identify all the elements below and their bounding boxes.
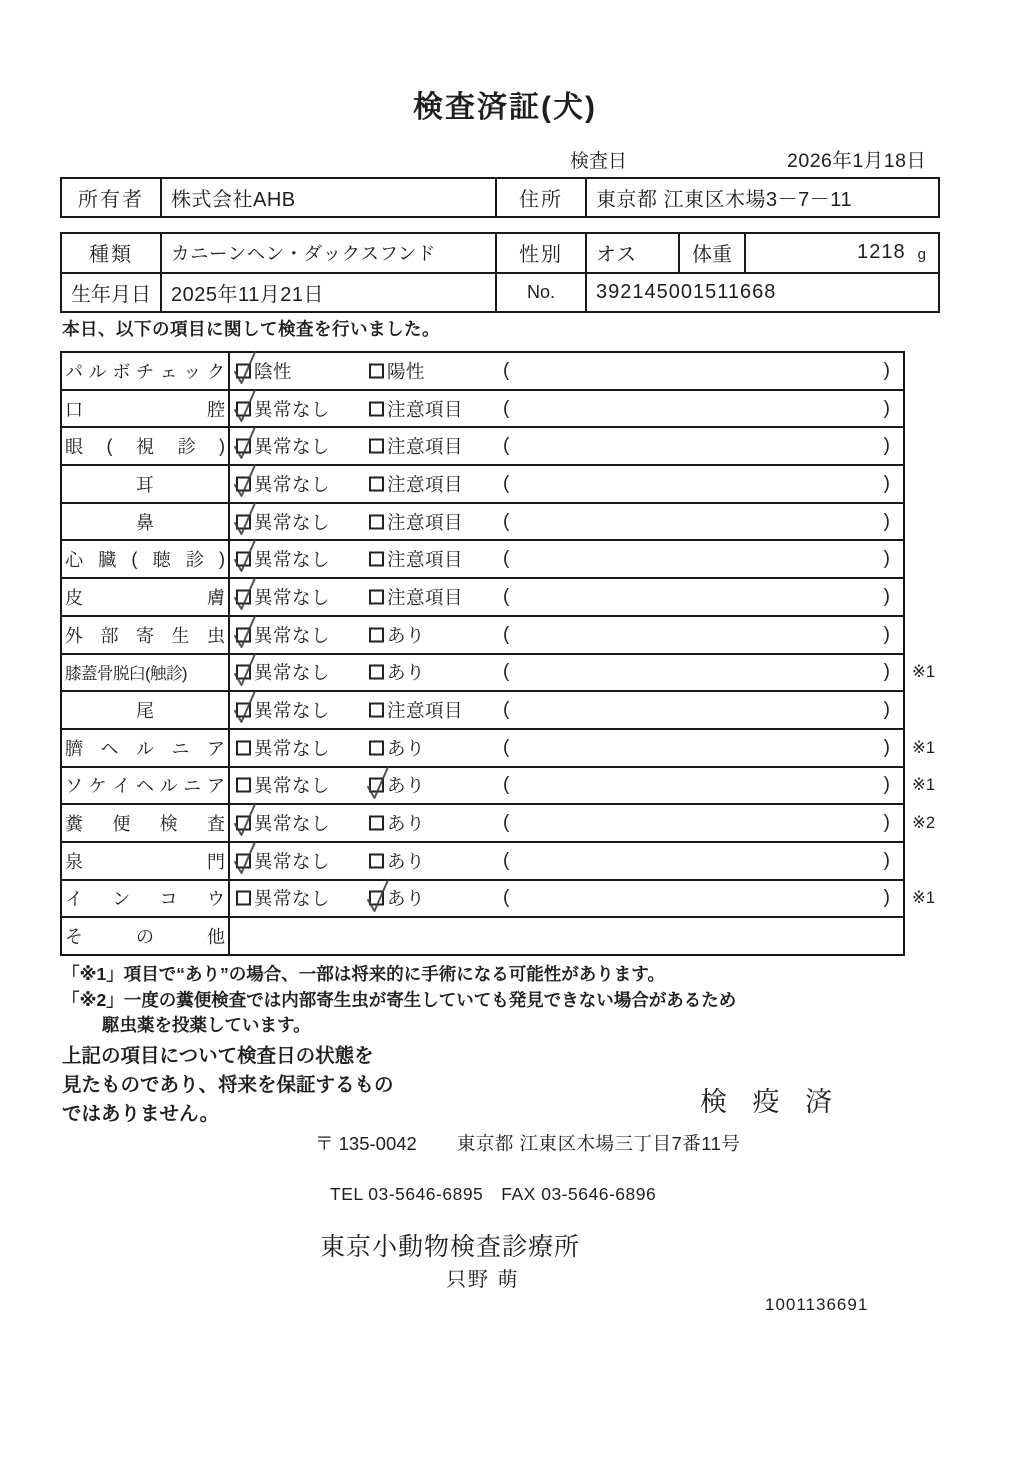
- handwritten-checkmark-icon: [232, 345, 259, 387]
- row-label: そ の 他: [62, 918, 230, 954]
- checkbox-unchecked: [369, 552, 384, 567]
- row-content: [230, 428, 903, 464]
- open-paren: (: [503, 699, 510, 721]
- weight-value-cell: [746, 234, 938, 272]
- row-content: [230, 466, 903, 502]
- row-content: [230, 843, 903, 879]
- table-row: [62, 918, 903, 954]
- row-label: 糞 便 検 査: [62, 805, 230, 841]
- option-label: 異常なし: [254, 775, 331, 797]
- close-paren: ): [883, 623, 890, 645]
- owner-table: [60, 177, 940, 218]
- handwritten-checkmark-icon: [232, 684, 259, 726]
- row-label: 心 臓 ( 聴 診 ): [62, 541, 230, 577]
- option-label: あり: [387, 662, 426, 684]
- row-label: 尾: [62, 692, 230, 728]
- checkbox-unchecked: [369, 665, 384, 680]
- option-label: 異常なし: [254, 737, 331, 759]
- close-paren: ): [883, 585, 890, 607]
- checkbox-unchecked: [236, 778, 251, 793]
- row-label: 膝蓋骨脱臼(触診): [62, 655, 230, 691]
- option-label: 陰性: [254, 360, 293, 382]
- row-content: [230, 504, 903, 540]
- option-label: あり: [387, 624, 426, 646]
- birthdate-label: 生年月日: [62, 274, 162, 312]
- option-label: あり: [387, 813, 426, 835]
- row-label: 皮 膚: [62, 579, 230, 615]
- checkbox-unchecked: [369, 853, 384, 868]
- weight-value: 1218: [857, 241, 906, 264]
- open-paren: (: [503, 812, 510, 834]
- checkbox-unchecked: [369, 401, 384, 416]
- row-content: [230, 579, 903, 615]
- option-label: 異常なし: [254, 624, 331, 646]
- birthdate-number-row: [62, 272, 938, 312]
- footnote-ref: ※1: [912, 663, 936, 682]
- number-label: No.: [497, 274, 587, 312]
- open-paren: (: [503, 736, 510, 758]
- inspection-date-value: 2026年1月18日: [787, 150, 927, 172]
- owner-row: [62, 179, 938, 216]
- option-label: 注意項目: [387, 398, 464, 420]
- open-paren: (: [503, 661, 510, 683]
- checkbox-unchecked: [369, 363, 384, 378]
- inspection-date-label: 検査日: [570, 151, 628, 172]
- open-paren: (: [503, 585, 510, 607]
- row-content: [230, 918, 903, 954]
- breed-label: 種類: [62, 234, 162, 272]
- option-label: 注意項目: [387, 549, 464, 571]
- open-paren: (: [503, 548, 510, 570]
- open-paren: (: [503, 849, 510, 871]
- table-row: [62, 466, 903, 504]
- table-row: [62, 655, 936, 693]
- document-title: 検査済証(犬): [413, 91, 597, 124]
- breed-sex-weight-row: [62, 234, 938, 272]
- weight-label: 体重: [680, 234, 746, 272]
- footnote-ref: ※1: [912, 889, 936, 908]
- close-paren: ): [883, 397, 890, 419]
- row-content: [230, 353, 903, 389]
- checkbox-unchecked: [369, 627, 384, 642]
- table-row: [62, 428, 903, 466]
- table-row: [62, 730, 936, 768]
- open-paren: (: [503, 472, 510, 494]
- close-paren: ): [883, 472, 890, 494]
- row-content: [230, 805, 903, 841]
- quarantine-stamp: 検 疫 済: [700, 1087, 842, 1117]
- disclaimer-line-1: 上記の項目について検査日の状態を: [62, 1045, 374, 1067]
- option-label: 異常なし: [254, 850, 331, 872]
- row-label: パ ル ボ チ ェ ッ ク: [62, 353, 230, 389]
- handwritten-checkmark-icon: [232, 420, 259, 462]
- open-paren: (: [503, 510, 510, 532]
- clinic-address-line: [315, 1130, 740, 1156]
- disclaimer-line-2: 見たものであり、将来を保証するもの: [62, 1074, 394, 1096]
- option-label: 異常なし: [254, 700, 331, 722]
- option-label: 注意項目: [387, 511, 464, 533]
- disclaimer-block: [62, 1042, 394, 1129]
- owner-value: 株式会社AHB: [162, 179, 497, 216]
- open-paren: (: [503, 774, 510, 796]
- option-label: 異常なし: [254, 511, 331, 533]
- pet-table: [60, 232, 940, 313]
- footnote-1: 「※1」項目で“あり”の場合、一部は将来的に手術になる可能性があります。: [62, 964, 665, 984]
- footnote-ref: ※2: [912, 814, 936, 833]
- clinic-name: 東京小動物検査診療所: [320, 1233, 581, 1261]
- sex-label: 性別: [497, 234, 587, 272]
- checkbox-unchecked: [236, 740, 251, 755]
- option-label: 異常なし: [254, 473, 331, 495]
- open-paren: (: [503, 623, 510, 645]
- option-label: 注意項目: [387, 700, 464, 722]
- option-label: 異常なし: [254, 813, 331, 835]
- tel-fax-line: TEL 03-5646-6895 FAX 03-5646-6896: [330, 1184, 657, 1204]
- checkbox-unchecked: [369, 514, 384, 529]
- option-label: 注意項目: [387, 473, 464, 495]
- row-label: 泉 門: [62, 843, 230, 879]
- table-row: [62, 881, 936, 919]
- table-row: [62, 391, 903, 429]
- handwritten-checkmark-icon: [365, 760, 392, 802]
- footnote-2: 「※2」一度の糞便検査では内部寄生虫が寄生していても発見できない場合があるため: [62, 989, 737, 1010]
- table-row: [62, 541, 903, 579]
- row-label: 眼 ( 視 診 ): [62, 428, 230, 464]
- row-label: 鼻: [62, 504, 230, 540]
- birthdate-value: 2025年11月21日: [162, 274, 497, 312]
- inspection-table: [60, 351, 936, 956]
- number-value: 392145001511668: [596, 280, 777, 303]
- checkbox-unchecked: [369, 703, 384, 718]
- intro-text: 本日、以下の項目に関して検査を行いました。: [62, 319, 440, 339]
- table-row: [62, 768, 936, 806]
- close-paren: ): [883, 887, 890, 909]
- inspector-name: 只野 萌: [446, 1269, 520, 1291]
- address-value: 東京都 江東区木場3－7－11: [596, 189, 853, 211]
- table-row: [62, 504, 903, 542]
- close-paren: ): [883, 435, 890, 457]
- row-content: [230, 692, 903, 728]
- option-label: 異常なし: [254, 436, 331, 458]
- checkbox-unchecked: [369, 439, 384, 454]
- handwritten-checkmark-icon: [232, 609, 259, 651]
- close-paren: ): [883, 699, 890, 721]
- close-paren: ): [883, 736, 890, 758]
- close-paren: ): [883, 774, 890, 796]
- row-label: 外 部 寄 生 虫: [62, 617, 230, 653]
- weight-unit: g: [917, 246, 926, 264]
- option-label: 異常なし: [254, 549, 331, 571]
- open-paren: (: [503, 397, 510, 419]
- row-content: [230, 768, 903, 804]
- close-paren: ): [883, 510, 890, 532]
- handwritten-checkmark-icon: [232, 797, 259, 839]
- checkbox-unchecked: [369, 816, 384, 831]
- option-label: あり: [387, 888, 426, 910]
- row-content: [230, 881, 903, 917]
- row-content: [230, 391, 903, 427]
- option-label: あり: [387, 775, 426, 797]
- table-row: [62, 353, 903, 391]
- table-row: [62, 843, 903, 881]
- open-paren: (: [503, 435, 510, 457]
- close-paren: ): [883, 812, 890, 834]
- checkbox-unchecked: [369, 589, 384, 604]
- close-paren: ): [883, 548, 890, 570]
- row-label: ソ ケ イ ヘ ル ニ ア: [62, 768, 230, 804]
- handwritten-checkmark-icon: [232, 533, 259, 575]
- serial-number: 1001136691: [765, 1295, 869, 1314]
- handwritten-checkmark-icon: [232, 647, 259, 689]
- footnote-ref: ※1: [912, 738, 936, 757]
- option-label: あり: [387, 850, 426, 872]
- owner-label: 所有者: [62, 179, 162, 216]
- handwritten-checkmark-icon: [365, 873, 392, 915]
- row-label: 口 腔: [62, 391, 230, 427]
- open-paren: (: [503, 359, 510, 381]
- option-label: 異常なし: [254, 662, 331, 684]
- handwritten-checkmark-icon: [232, 496, 259, 538]
- checkbox-unchecked: [369, 740, 384, 755]
- table-row: [62, 805, 936, 843]
- footnote-2-continued: 駆虫薬を投薬しています。: [102, 1015, 311, 1035]
- disclaimer-line-3: ではありません。: [62, 1103, 220, 1125]
- row-label: 耳: [62, 466, 230, 502]
- table-row: [62, 692, 903, 730]
- close-paren: ): [883, 359, 890, 381]
- option-label: 異常なし: [254, 398, 331, 420]
- sex-value: オス: [587, 234, 680, 272]
- address-label: 住所: [497, 179, 587, 216]
- open-paren: (: [503, 887, 510, 909]
- handwritten-checkmark-icon: [232, 571, 259, 613]
- option-label: 異常なし: [254, 586, 331, 608]
- option-label: 異常なし: [254, 888, 331, 910]
- close-paren: ): [883, 849, 890, 871]
- table-row: [62, 579, 903, 617]
- breed-value: カニーンヘン・ダックスフンド: [162, 234, 497, 272]
- row-content: [230, 655, 903, 691]
- row-label: 臍 ヘ ル ニ ア: [62, 730, 230, 766]
- option-label: 注意項目: [387, 586, 464, 608]
- postal-code: 〒 135-0042: [315, 1133, 417, 1154]
- close-paren: ): [883, 661, 890, 683]
- option-label: あり: [387, 737, 426, 759]
- footnotes-block: [62, 962, 736, 1039]
- handwritten-checkmark-icon: [232, 458, 259, 500]
- checkbox-unchecked: [369, 476, 384, 491]
- row-content: [230, 730, 903, 766]
- checkbox-unchecked: [236, 891, 251, 906]
- table-row: [62, 617, 903, 655]
- clinic-address: 東京都 江東区木場三丁目7番11号: [456, 1133, 741, 1154]
- handwritten-checkmark-icon: [232, 383, 259, 425]
- handwritten-checkmark-icon: [232, 835, 259, 877]
- row-label: イ ン コ ウ: [62, 881, 230, 917]
- row-content: [230, 617, 903, 653]
- footnote-ref: ※1: [912, 776, 936, 795]
- row-content: [230, 541, 903, 577]
- option-label: 注意項目: [387, 436, 464, 458]
- option-label: 陽性: [387, 360, 426, 382]
